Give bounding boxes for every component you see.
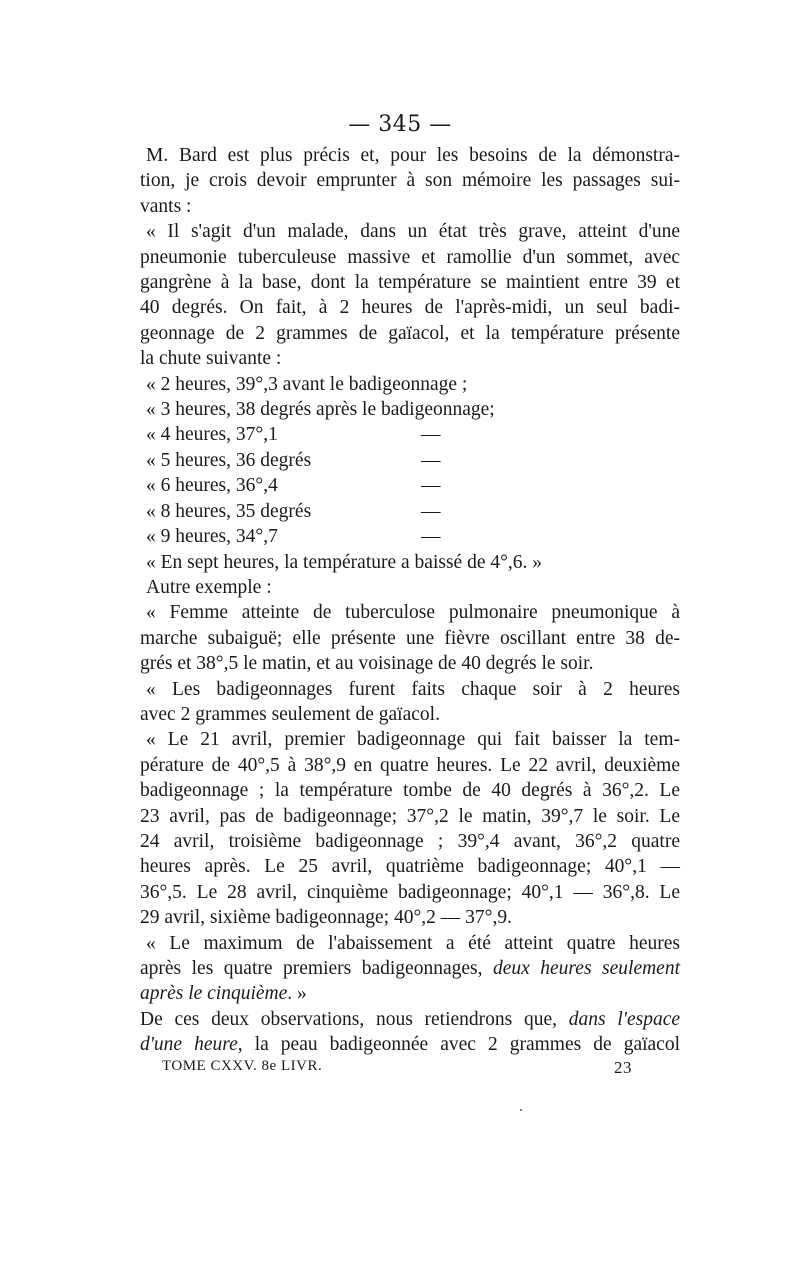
text-line: badigeonnage ; la température tombe de 40 degrés à 36°,2. Le — [140, 780, 680, 802]
list-item-dash: — — [421, 475, 441, 497]
list-item — [140, 397, 680, 422]
text-line: 24 avril, troisième badigeonnage ; 39°,4 avant, 36°,2 quatre — [140, 830, 680, 852]
text-fragment: . » — [287, 983, 307, 1005]
text-line: heures après. Le 25 avril, quatrième badigeonnage; 40°,1 — — [140, 856, 680, 878]
italic-fragment: après le cinquième — [140, 983, 288, 1005]
text-line: Autre exemple : — [146, 576, 272, 598]
text-fragment: après les quatre premiers badigeonnages, — [140, 958, 493, 979]
text-line: 40 degrés. On fait, à 2 heures de l'après-midi, un seul badi- — [140, 297, 680, 319]
page-number: — 345 — — [348, 112, 452, 137]
text-line: tion, je crois devoir emprunter à son mémoire les passages sui- — [140, 170, 680, 192]
list-item — [140, 422, 680, 447]
text-line: vants : — [140, 195, 192, 217]
final-paragraph — [140, 1007, 680, 1058]
list-item — [140, 499, 680, 524]
text-line: « Le maximum de l'abaissement a été atteint quatre heures — [146, 932, 680, 954]
text-line: geonnage de 2 grammes de gaïacol, et la température présente — [140, 322, 680, 344]
treatment-paragraph — [140, 677, 680, 728]
list-item-text: « 6 heures, 36°,4 — [146, 475, 278, 497]
italic-fragment: dans l'espace — [568, 1008, 681, 1030]
text-line: « Les badigeonnages furent faits chaque soir à 2 heures — [146, 678, 680, 700]
list-item-dash: — — [421, 526, 441, 548]
text-line: pérature de 40°,5 à 38°,9 en quatre heures. Le 22 avril, deuxième — [140, 754, 680, 776]
temperature-list — [140, 372, 680, 550]
list-item-dash — [421, 397, 461, 422]
maximum-paragraph — [140, 931, 680, 1007]
text-fragment: De ces deux observations, nous retiendrons que, — [140, 1008, 569, 1030]
text-line: 23 avril, pas de badigeonnage; 37°,2 le matin, 39°,7 le soir. Le — [140, 805, 680, 827]
text-line: la chute suivante : — [140, 348, 282, 370]
italic-fragment: deux heures seulement — [492, 958, 681, 979]
list-item — [140, 473, 680, 498]
text-line: grés et 38°,5 le matin, et au voisinage de 40 degrés le soir. — [140, 653, 594, 675]
text-line: « Femme atteinte de tuberculose pulmonaire pneumonique à — [146, 602, 680, 624]
list-item-text: « 2 heures, 39°,3 avant le badigeonnage ; — [146, 373, 468, 395]
list-item-dash: — — [421, 449, 441, 471]
list-item-text: « 9 heures, 34°,7 — [146, 526, 278, 548]
list-item-text: « 5 heures, 36 degrés — [146, 449, 312, 471]
page-footer — [162, 1058, 632, 1078]
list-item-dash — [421, 372, 461, 397]
text-line: M. Bard est plus précis et, pour les besoins de la démonstra- — [146, 145, 680, 166]
quote-paragraph — [140, 219, 680, 371]
text-line — [140, 1032, 680, 1057]
conclusion-lines — [140, 550, 680, 601]
main-text — [140, 143, 680, 1058]
text-line: marche subaiguë; elle présente une fièvre oscillant entre 38 de- — [140, 627, 680, 649]
text-line: « Le 21 avril, premier badigeonnage qui fait baisser la tem- — [146, 729, 680, 751]
text-fragment: , la peau badigeonnée avec 2 grammes de gaïacol — [237, 1034, 680, 1056]
list-item — [140, 524, 680, 549]
list-item-dash: — — [421, 424, 441, 446]
italic-fragment: d'une heure — [140, 1034, 238, 1056]
text-line — [140, 1007, 680, 1032]
text-line: 29 avril, sixième badigeonnage; 40°,2 — 37°,9. — [140, 907, 512, 929]
text-line: « Il s'agit d'un malade, dans un état très grave, atteint d'une — [146, 221, 680, 243]
text-line — [140, 981, 680, 1006]
text-line: « En sept heures, la température a baissé de 4°,6. » — [146, 551, 543, 573]
second-case-paragraph — [140, 600, 680, 676]
intro-paragraph — [140, 143, 680, 219]
list-item-text: « 8 heures, 35 degrés — [146, 500, 312, 522]
list-item — [140, 372, 680, 397]
list-item-text: « 4 heures, 37°,1 — [146, 424, 278, 446]
text-line: 36°,5. Le 28 avril, cinquième badigeonnage; 40°,1 — 36°,8. Le — [140, 881, 680, 903]
text-line: pneumonie tuberculeuse massive et ramollie d'un sommet, avec — [140, 246, 680, 268]
text-line — [140, 956, 680, 981]
list-item-dash: — — [421, 500, 441, 522]
text-line: avec 2 grammes seulement de gaïacol. — [140, 703, 440, 725]
dates-paragraph — [140, 727, 680, 930]
volume-label: TOME CXXV. 8e LIVR. — [162, 1058, 323, 1074]
list-item-text: « 3 heures, 38 degrés après le badigeonnage; — [146, 399, 495, 421]
signature-mark: 23 — [614, 1058, 632, 1077]
text-line: gangrène à la base, dont la température se maintient entre 39 et — [140, 272, 680, 294]
list-item — [140, 448, 680, 473]
paper-speck — [520, 1109, 522, 1111]
